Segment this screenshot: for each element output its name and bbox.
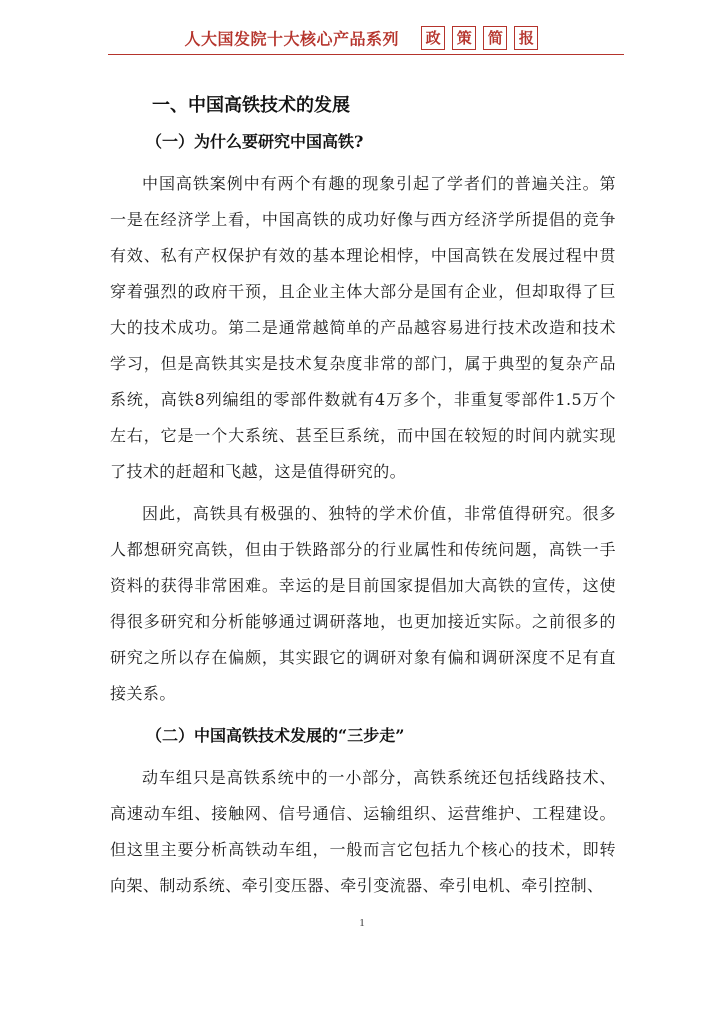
- paragraph: 因此，高铁具有极强的、独特的学术价值，非常值得研究。很多人都想研究高铁，但由于铁路部分的行业属性和传统问题，高铁一手资料的获得非常困难。幸运的是目前国家提倡加大高铁的宣传，这使得很多研究和分析能够通过调研落地，也更加接近实际。之前很多的研究之所以存在偏颇，其实跟它的调研对象有偏和调研深度不足有直接关系。: [110, 504, 616, 703]
- paragraph: 中国高铁案例中有两个有趣的现象引起了学者们的普遍关注。第一是在经济学上看，中国高铁的成功好像与西方经济学所提倡的竞争有效、私有产权保护有效的基本理论相悖，中国高铁在发展过程中贯穿着强烈的政府干预，且企业主体大部分是国有企业，但却取得了巨大的技术成功。第二是通常越简单的产品越容易进行技术改造和技术学习，但是高铁其实是技术复杂度非常的部门，属于典型的复杂产品系统，高铁8列编组的零部件数就有4万多个，非重复零部件1.5万个左右，它是一个大系统、甚至巨系统，而中国在较短的时间内就实现了技术的赶超和飞越，这是值得研究的。: [110, 174, 616, 481]
- subsection-title: （一）为什么要研究中国高铁?: [146, 132, 364, 151]
- label-char: 政: [421, 26, 445, 50]
- document-body: [110, 88, 616, 904]
- paragraph: 动车组只是高铁系统中的一小部分，高铁系统还包括线路技术、高速动车组、接触网、信号通信、运输组织、运营维护、工程建设。但这里主要分析高铁动车组，一般而言它包括九个核心的技术，即转向架、制动系统、牵引变压器、牵引变流器、牵引电机、牵引控制、: [110, 768, 616, 895]
- header-divider: [108, 54, 624, 55]
- section-title: 一、中国高铁技术的发展: [152, 95, 350, 116]
- label-char: 报: [514, 26, 538, 50]
- page-number: 1: [359, 917, 365, 929]
- policy-brief-label: [420, 26, 539, 50]
- label-char: 简: [483, 26, 507, 50]
- label-char: 策: [452, 26, 476, 50]
- page-header: [0, 26, 724, 50]
- series-title: 人大国发院十大核心产品系列: [184, 29, 400, 49]
- subsection-title: （二）中国高铁技术发展的“三步走”: [146, 726, 405, 745]
